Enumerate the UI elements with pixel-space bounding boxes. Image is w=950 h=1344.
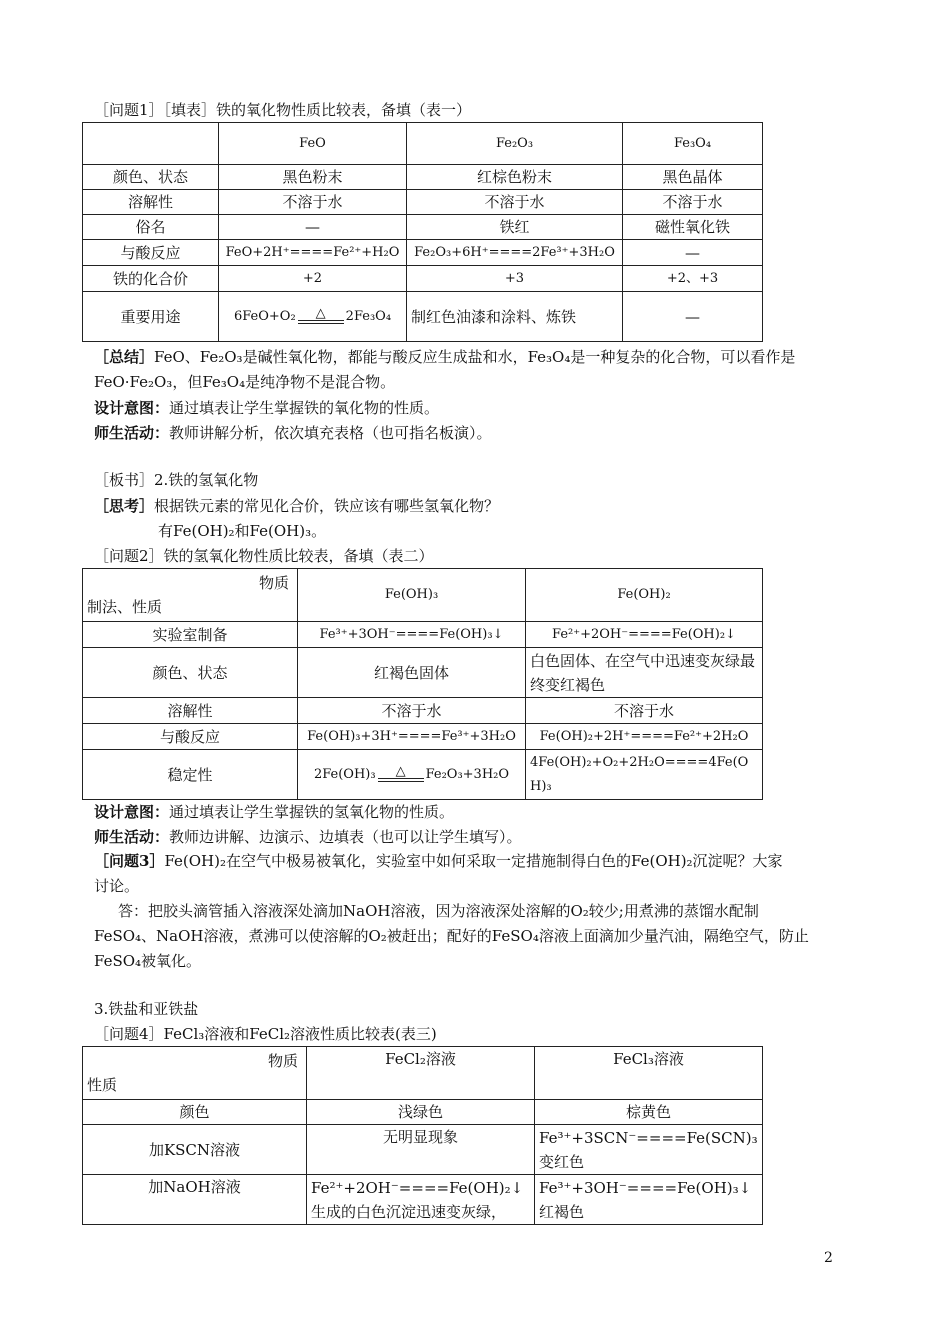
q1-title: ［问题1］［填表］铁的氧化物性质比较表，备填（表一）: [94, 101, 472, 119]
activity-1-label: 师生活动：: [94, 424, 170, 442]
corner-bottom-label: 制法、性质: [87, 598, 163, 616]
activity-2-label: 师生活动：: [94, 828, 170, 846]
heat-arrow: [298, 308, 344, 324]
hydroxide-header-feoh3: Fe(OH)₃: [298, 569, 526, 622]
oxide-cell: 铁红: [407, 215, 623, 240]
oxide-table: [82, 122, 763, 342]
equals-bar: [378, 778, 424, 782]
hydroxide-cell: 红褐色固体: [298, 648, 526, 698]
heat-symbol: △: [395, 764, 406, 779]
equation-left: 6FeO+O₂: [233, 308, 296, 324]
hydroxide-row-label: 与酸反应: [83, 724, 298, 750]
equation-left: 2Fe(OH)₃: [313, 766, 376, 782]
q3-text-1: Fe(OH)₂在空气中极易被氧化，实验室中如何采取一定措施制得白色的Fe(OH)₂沉淀呢？大家: [164, 852, 783, 870]
oxide-cell: —: [623, 240, 763, 266]
oxide-cell: 黑色粉末: [219, 165, 407, 190]
think-answer: 有Fe(OH)₂和Fe(OH)₃。: [158, 522, 327, 540]
heat-arrow: [378, 766, 424, 782]
design-1-text: 通过填表让学生掌握铁的氧化物的性质。: [169, 399, 440, 417]
hydroxide-corner: [83, 569, 298, 622]
hydroxide-cell: 白色固体、在空气中迅速变灰绿最终变红褐色: [526, 648, 763, 698]
oxide-header-empty: [83, 123, 219, 165]
hydroxide-row-label: 实验室制备: [83, 622, 298, 648]
oxide-cell: 磁性氧化铁: [623, 215, 763, 240]
salt-row-label: 颜色: [83, 1100, 307, 1125]
hydroxide-table: [82, 568, 763, 800]
salt-cell: 浅绿色: [307, 1100, 535, 1125]
think-line: [94, 495, 499, 517]
salt-table: [82, 1046, 763, 1225]
think-text: 根据铁元素的常见化合价，铁应该有哪些氢氧化物？: [154, 497, 500, 515]
hydroxide-cell: 不溶于水: [298, 698, 526, 724]
hydroxide-row-label: 颜色、状态: [83, 648, 298, 698]
oxide-row-label: 与酸反应: [83, 240, 219, 266]
oxide-use-feo: [219, 292, 407, 342]
corner-bottom-label: 性质: [87, 1076, 118, 1094]
oxide-cell: 黑色晶体: [623, 165, 763, 190]
salt-cell: Fe²⁺+2OH⁻====Fe(OH)₂↓生成的白色沉淀迅速变灰绿，: [307, 1175, 535, 1225]
oxide-cell: +3: [407, 266, 623, 292]
hydroxide-cell: Fe(OH)₃+3H⁺====Fe³⁺+3H₂O: [298, 724, 526, 750]
hydroxide-row-label: 稳定性: [83, 750, 298, 800]
hydroxide-cell: 不溶于水: [526, 698, 763, 724]
summary-text-1: FeO、Fe₂O₃是碱性氧化物，都能与酸反应生成盐和水，Fe₃O₄是一种复杂的化合物，可以看作是: [154, 348, 796, 366]
hydroxide-cell: Fe(OH)₂+2H⁺====Fe²⁺+2H₂O: [526, 724, 763, 750]
board-heading: ［板书］2.铁的氢氧化物: [94, 471, 259, 489]
salt-cell: 无明显现象: [307, 1125, 535, 1175]
q3-text-2: 讨论。: [94, 877, 140, 895]
oxide-header-fe3o4: Fe₃O₄: [623, 123, 763, 165]
summary-label: ［总结］: [94, 348, 155, 366]
q4-title: ［问题4］FeCl₃溶液和FeCl₂溶液性质比较表(表三): [94, 1025, 437, 1043]
q3-answer-1: 答：把胶头滴管插入溶液深处滴加NaOH溶液，因为溶液深处溶解的O₂较少;用煮沸的蒸馏水配制: [118, 902, 759, 920]
oxide-cell: 不溶于水: [623, 190, 763, 215]
oxide-cell: +2: [219, 266, 407, 292]
activity-2-text: 教师边讲解、边演示、边填表（也可以让学生填写）。: [169, 828, 522, 846]
design-2: [94, 801, 454, 823]
salt-row-label: 加KSCN溶液: [83, 1125, 307, 1175]
oxide-cell: Fe₂O₃+6H⁺====2Fe³⁺+3H₂O: [407, 240, 623, 266]
salt-row-label: 加NaOH溶液: [83, 1175, 307, 1225]
design-2-label: 设计意图：: [94, 803, 170, 821]
hydroxide-cell: Fe³⁺+3OH⁻====Fe(OH)₃↓: [298, 622, 526, 648]
oxide-cell: 红棕色粉末: [407, 165, 623, 190]
hydroxide-stability-feoh3: [298, 750, 526, 800]
q3-label: ［问题3］: [94, 852, 165, 870]
q3-line-1: [94, 850, 783, 872]
hydroxide-cell: Fe²⁺+2OH⁻====Fe(OH)₂↓: [526, 622, 763, 648]
oxide-row-label: 俗名: [83, 215, 219, 240]
design-2-text: 通过填表让学生掌握铁的氢氧化物的性质。: [169, 803, 455, 821]
oxide-cell: —: [219, 215, 407, 240]
design-1-label: 设计意图：: [94, 399, 170, 417]
salt-corner: [83, 1047, 307, 1100]
hydroxide-stability-feoh2: 4Fe(OH)₂+O₂+2H₂O====4Fe(OH)₃: [526, 750, 763, 800]
corner-top-label: 物质: [258, 574, 289, 592]
salt-header-fecl2: FeCl₂溶液: [307, 1047, 535, 1100]
q3-answer-3: FeSO₄被氧化。: [94, 952, 202, 970]
oxide-cell: —: [623, 292, 763, 342]
q2-title: ［问题2］铁的氢氧化物性质比较表，备填（表二）: [94, 547, 434, 565]
salt-header-fecl3: FeCl₃溶液: [535, 1047, 763, 1100]
hydroxide-header-feoh2: Fe(OH)₂: [526, 569, 763, 622]
page-number: 2: [824, 1250, 833, 1266]
oxide-row-label: 颜色、状态: [83, 165, 219, 190]
think-label: ［思考］: [94, 497, 155, 515]
activity-1-text: 教师讲解分析，依次填充表格（也可指名板演）。: [169, 424, 492, 442]
salt-cell: 棕黄色: [535, 1100, 763, 1125]
equation-right: Fe₂O₃+3H₂O: [425, 766, 510, 782]
oxide-cell: +2、+3: [623, 266, 763, 292]
salt-cell: Fe³⁺+3OH⁻====Fe(OH)₃↓红褐色: [535, 1175, 763, 1225]
hydroxide-row-label: 溶解性: [83, 698, 298, 724]
salt-cell: Fe³⁺+3SCN⁻====Fe(SCN)₃变红色: [535, 1125, 763, 1175]
activity-1: [94, 422, 492, 444]
oxide-row-label: 溶解性: [83, 190, 219, 215]
corner-top-label: 物质: [267, 1052, 298, 1070]
summary-text-2: FeO·Fe₂O₃，但Fe₃O₄是纯净物不是混合物。: [94, 373, 396, 391]
oxide-cell: FeO+2H⁺====Fe²⁺+H₂O: [219, 240, 407, 266]
equals-bar: [298, 320, 344, 324]
oxide-row-label: 重要用途: [83, 292, 219, 342]
oxide-cell: 制红色油漆和涂料、炼铁: [407, 292, 623, 342]
section-3-heading: 3.铁盐和亚铁盐: [94, 1000, 199, 1018]
oxide-row-label: 铁的化合价: [83, 266, 219, 292]
design-1: [94, 397, 439, 419]
equation-right: 2Fe₃O₄: [345, 308, 392, 324]
oxide-cell: 不溶于水: [219, 190, 407, 215]
activity-2: [94, 826, 522, 848]
oxide-header-fe2o3: Fe₂O₃: [407, 123, 623, 165]
q3-answer-2: FeSO₄、NaOH溶液，煮沸可以使溶解的O₂被赶出；配好的FeSO₄溶液上面滴加少量汽油，隔绝空气，防止: [94, 927, 809, 945]
oxide-header-feo: FeO: [219, 123, 407, 165]
oxide-cell: 不溶于水: [407, 190, 623, 215]
heat-symbol: △: [315, 306, 326, 321]
summary-line-1: [94, 346, 795, 368]
